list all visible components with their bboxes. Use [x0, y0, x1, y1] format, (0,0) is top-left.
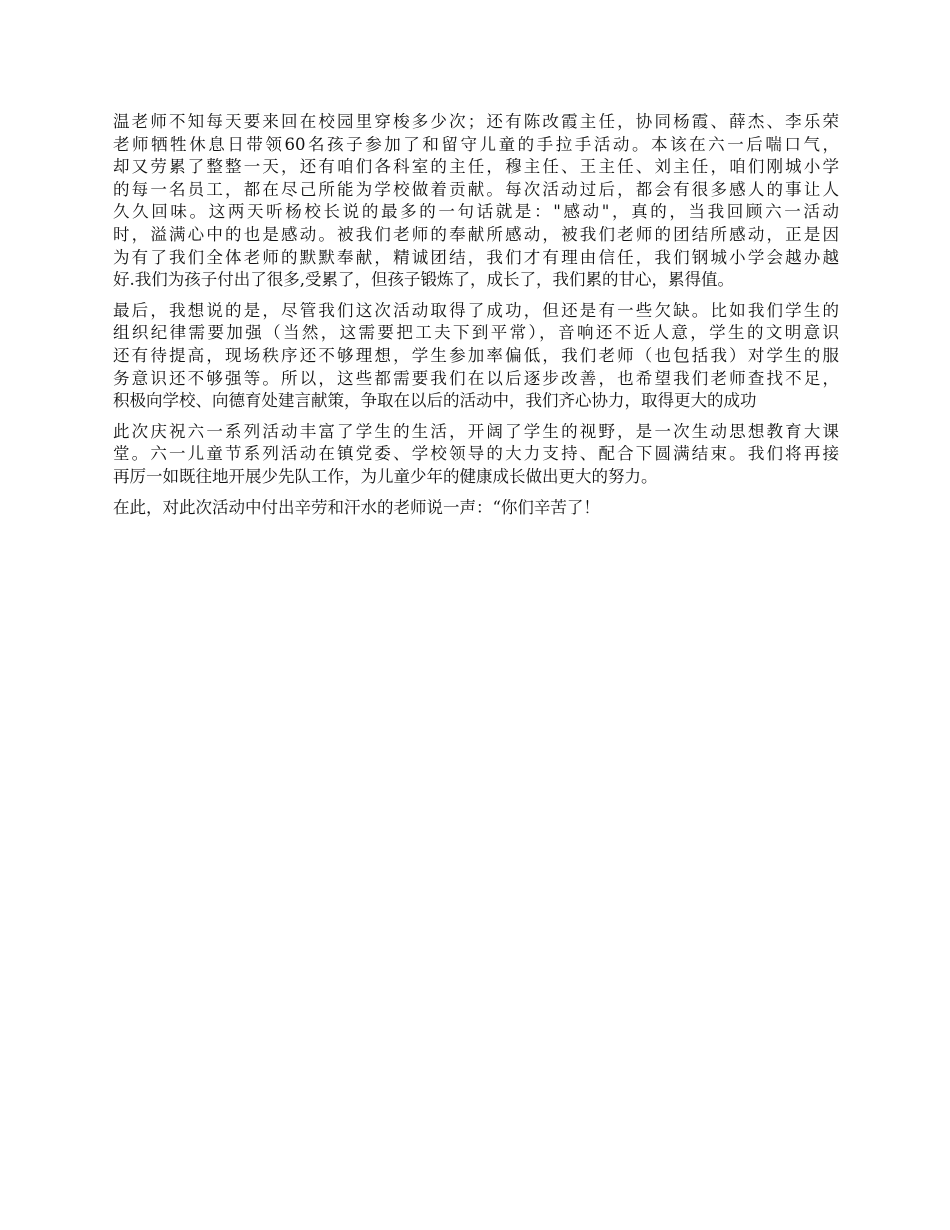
text-line: 好.我们为孩子付出了很多,受累了，但孩子锻炼了，成长了，我们累的甘心，累得值。 [113, 270, 734, 290]
text-line: 还有待提高，现场秩序还不够理想，学生参加率偏低，我们老师（也包括我）对学生的服 [113, 345, 839, 365]
text-line: 组织纪律需要加强（当然，这需要把工夫下到平常），音响还不近人意，学生的文明意识 [113, 323, 839, 343]
text-line: 却又劳累了整整一天，还有咱们各科室的主任，穆主任、王主任、刘主任，咱们刚城小学 [113, 157, 839, 177]
document-page [113, 111, 839, 527]
text-line: 再厉一如既往地开展少先队工作，为儿童少年的健康成长做出更大的努力。 [113, 466, 658, 486]
paragraph-4 [113, 497, 839, 520]
text-line: 的每一名员工，都在尽己所能为学校做着贡献。每次活动过后，都会有很多感人的事让人 [113, 179, 839, 199]
text-line: 老师牺牲休息日带领60名孩子参加了和留守儿童的手拉手活动。本该在六一后喘口气， [113, 134, 839, 154]
text-line: 堂。六一儿童节系列活动在镇党委、学校领导的大力支持、配合下圆满结束。我们将再接 [113, 444, 839, 464]
text-line: 为有了我们全体老师的默默奉献，精诚团结，我们才有理由信任，我们钢城小学会越办越 [113, 247, 839, 267]
text-line: 积极向学校、向德育处建言献策，争取在以后的活动中，我们齐心协力，取得更大的成功 [113, 391, 757, 411]
text-line: 最后，我想说的是，尽管我们这次活动取得了成功，但还是有一些欠缺。比如我们学生的 [113, 300, 839, 320]
text-line: 在此，对此次活动中付出辛劳和汗水的老师说一声：“你们辛苦了！ [113, 497, 600, 517]
text-line: 时，溢满心中的也是感动。被我们老师的奉献所感动，被我们老师的团结所感动，正是因 [113, 224, 839, 244]
text-line: 此次庆祝六一系列活动丰富了学生的生活，开阔了学生的视野，是一次生动思想教育大课 [113, 421, 839, 441]
text-line: 温老师不知每天要来回在校园里穿梭多少次；还有陈改霞主任，协同杨霞、薛杰、李乐荣 [113, 112, 839, 131]
text-line: 务意识还不够强等。所以，这些都需要我们在以后逐步改善，也希望我们老师查找不足， [113, 368, 839, 388]
paragraph-3 [113, 421, 839, 489]
paragraph-1 [113, 111, 839, 292]
paragraph-2 [113, 300, 839, 413]
text-line: 久久回味。这两天听杨校长说的最多的一句话就是："感动"，真的，当我回顾六一活动 [113, 202, 839, 222]
